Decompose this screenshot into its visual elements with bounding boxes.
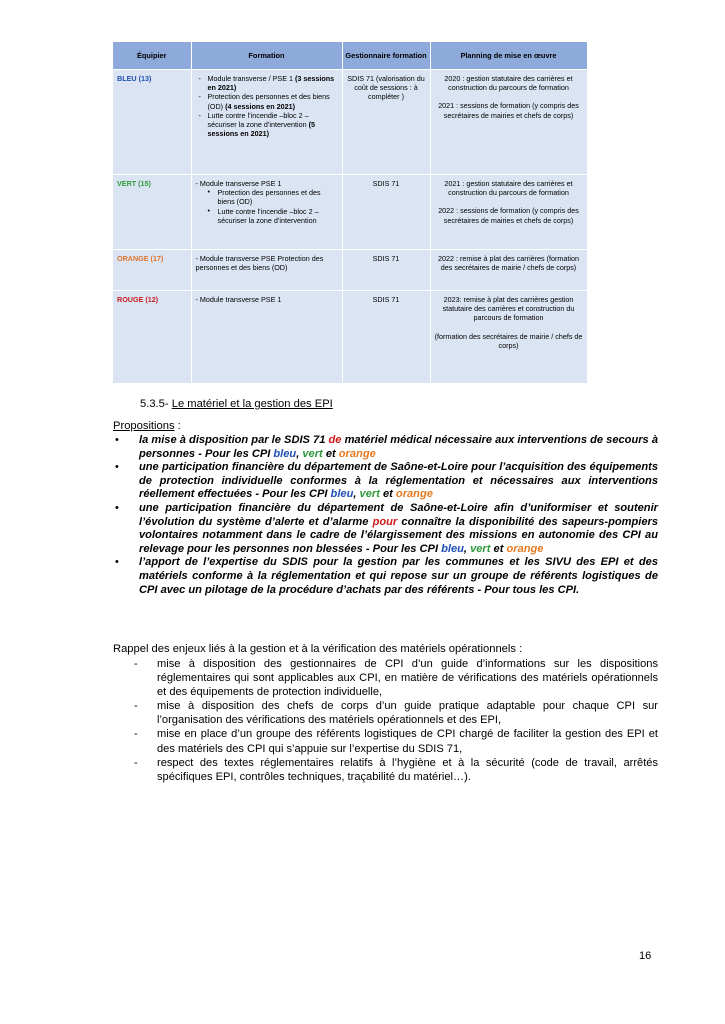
rappel-item (113, 727, 658, 755)
colored-text-green: vert (470, 542, 491, 555)
proposition-text: la mise à disposition par le SDIS 71 (139, 434, 329, 446)
rappel-text: mise à disposition des gestionnaires de CPI d’un guide d’informations sur les dispositions réglementaires qui sont applicables aux CPI, en matière de vérifications des matériels opérationnels et des équipements de protection individuelle, (157, 658, 658, 699)
proposition-item (113, 502, 658, 556)
rappel-heading: Rappel des enjeux liés à la gestion et à la vérification des matériels opérationnels : (113, 643, 523, 655)
colored-text-red: pour (372, 515, 398, 528)
header-equipier: Équipier (113, 42, 191, 70)
formation-cell (191, 175, 342, 250)
item-text: Module transverse / PSE 1 (207, 74, 295, 83)
gestionnaire-cell: SDIS 71 (valorisation du coût de sessions : à compléter ) (342, 70, 430, 175)
list-item: • Lutte contre l’incendie –bloc 2 – sécuriser la zone d’intervention (196, 207, 338, 225)
team-label: BLEU (13) (117, 74, 152, 83)
table-row (113, 291, 587, 384)
bullet-icon: • (115, 501, 119, 514)
colored-text-blue: bleu (330, 488, 354, 501)
rappel-text: mise en place d’un groupe des référents logistiques de CPI chargé de faciliter la gestion des EPI et des matériels des CPI qui s’appuie sur l’expertise du SDIS 71, (157, 728, 658, 755)
list-item (196, 111, 338, 139)
proposition-text: , (463, 542, 471, 555)
table-row (113, 250, 587, 291)
colored-text-green: vert (302, 447, 323, 460)
colored-text-orange: orange (395, 488, 433, 501)
planning-text: 2022 : remise à plat des carrières (formation des secrétaires de mairie / chefs de corps) (437, 254, 580, 273)
rappel-item (113, 657, 658, 699)
item-text: Protection des personnes et des biens (OD) (207, 92, 330, 111)
formation-list (196, 74, 338, 138)
section-number: 5.3.5- (140, 398, 172, 410)
gestionnaire-cell: SDIS 71 (342, 175, 430, 250)
list-item (196, 92, 338, 110)
planning-cell (430, 291, 587, 384)
formation-list (196, 188, 338, 225)
proposition-text: et (379, 488, 396, 501)
section-heading (140, 398, 333, 410)
planning-cell (430, 175, 587, 250)
proposition-text: , (296, 447, 303, 460)
table-header-row (113, 42, 587, 70)
bullet-icon: • (115, 556, 119, 569)
header-planning: Planning de mise en œuvre (430, 42, 587, 70)
planning-text: 2021 : gestion statutaire des carrières et construction du parcours de formation (444, 179, 573, 198)
dash-icon: - (134, 756, 138, 769)
dash-icon: - (134, 728, 138, 741)
proposition-text: matériel médical nécessaire aux interventions de secours à personnes - Pour les CPI (139, 434, 658, 460)
team-cell (113, 250, 191, 291)
formation-cell (191, 70, 342, 175)
team-label: ORANGE (17) (117, 254, 164, 263)
header-gestionnaire: Gestionnaire formation (342, 42, 430, 70)
formation-cell: - Module transverse PSE Protection des personnes et des biens (OD) (191, 250, 342, 291)
rappel-item (113, 699, 658, 727)
table-row (113, 70, 587, 175)
proposition-text: connaître la disponibilité des sapeurs-pompiers volontaires notamment dans le cadre de l’élargissement des missions en autonomie des CPI au relevage pour les personnes non blessées - Pour les CPI (139, 515, 658, 555)
proposition-text: une participation financière du département de Saône-et-Loire afin d’uniformiser et soutenir l’évolution du système d’alerte et d’alarme (139, 501, 658, 528)
team-label: ROUGE (12) (117, 295, 159, 304)
propositions-label: Propositions (113, 420, 175, 432)
proposition-item (113, 434, 658, 461)
propositions-colon: : (174, 420, 181, 432)
formation-cell: - Module transverse PSE 1 (191, 291, 342, 384)
item-text: Lutte contre l’incendie –bloc 2 – sécuriser la zone d’intervention (207, 110, 309, 130)
formation-intro: - Module transverse PSE 1 (195, 179, 282, 188)
rappel-list (113, 657, 658, 784)
planning-cell (430, 70, 587, 175)
planning-cell (430, 250, 587, 291)
gestionnaire-cell: SDIS 71 (342, 291, 430, 384)
header-formation: Formation (191, 42, 342, 70)
list-item: • Protection des personnes et des biens (OD) (196, 188, 338, 206)
colored-text-orange: orange (338, 447, 376, 460)
proposition-item (113, 556, 658, 597)
planning-text: 2022 : sessions de formation (y compris des secrétaires de mairies et chefs de corps) (438, 206, 579, 225)
proposition-item (113, 461, 658, 502)
item-sessions: (4 sessions en 2021) (225, 101, 295, 111)
proposition-text: une participation financière du département de Saône-et-Loire pour l’acquisition des équipements de protection individuelle conformes à la réglementation et nécessaires aux interventions réellement effectuées - Pour les CPI (139, 461, 658, 501)
colored-text-blue: bleu (441, 542, 464, 555)
bullet-icon: • (115, 461, 119, 474)
formation-table (113, 42, 588, 384)
dash-icon: - (134, 700, 138, 713)
team-cell (113, 291, 191, 384)
proposition-text: et (322, 447, 339, 460)
proposition-text: l’apport de l’expertise du SDIS pour la gestion par les communes et les SIVU des EPI et des matériels conforme à la réglementation et qui repose sur un groupe de référents logistiques de CPI avec un pilotage de la procédure d’achats par des référents - Pour tous les CPI. (139, 556, 658, 596)
gestionnaire-cell: SDIS 71 (342, 250, 430, 291)
team-label: VERT (15) (117, 179, 151, 188)
list-item (196, 74, 338, 92)
planning-text: 2021 : sessions de formation (y compris des secrétaires de mairies et chefs de corps) (438, 101, 579, 120)
colored-text-orange: orange (506, 542, 544, 555)
rappel-item (113, 756, 658, 784)
colored-text-green: vert (359, 488, 380, 501)
propositions-heading (113, 420, 181, 432)
rappel-text: respect des textes réglementaires relatifs à l’hygiène et à la sécurité (code de travail, arrêtés spécifiques EPI, contrôles techniques, traçabilité du matériel…). (157, 756, 658, 783)
team-cell (113, 175, 191, 250)
planning-text: (formation des secrétaires de mairie / chefs de corps) (434, 331, 583, 350)
item-sessions: (5 sessions en 2021) (207, 120, 315, 139)
item-sessions: (3 sessions en 2021) (207, 74, 335, 93)
colored-text-red: de (328, 434, 342, 446)
colored-text-blue: bleu (273, 447, 297, 460)
page-number: 16 (639, 950, 652, 962)
proposition-text: , (353, 488, 360, 501)
proposition-text: et (490, 542, 507, 555)
propositions-list (113, 434, 658, 597)
planning-text: 2020 : gestion statutaire des carrières et construction du parcours de formation (444, 74, 573, 93)
planning-text: 2023: remise à plat des carrières gestion statutaire des carrières et construction du parcours de formation (442, 295, 575, 323)
bullet-icon: • (115, 434, 119, 446)
rappel-text: mise à disposition des chefs de corps d’un guide pratique adaptable pour chaque CPI sur l’organisation des vérifications des matériels opérationnels et des EPI, (157, 700, 658, 727)
dash-icon: - (134, 658, 138, 670)
team-cell (113, 70, 191, 175)
table-row (113, 175, 587, 250)
section-title: Le matériel et la gestion des EPI (171, 398, 333, 410)
